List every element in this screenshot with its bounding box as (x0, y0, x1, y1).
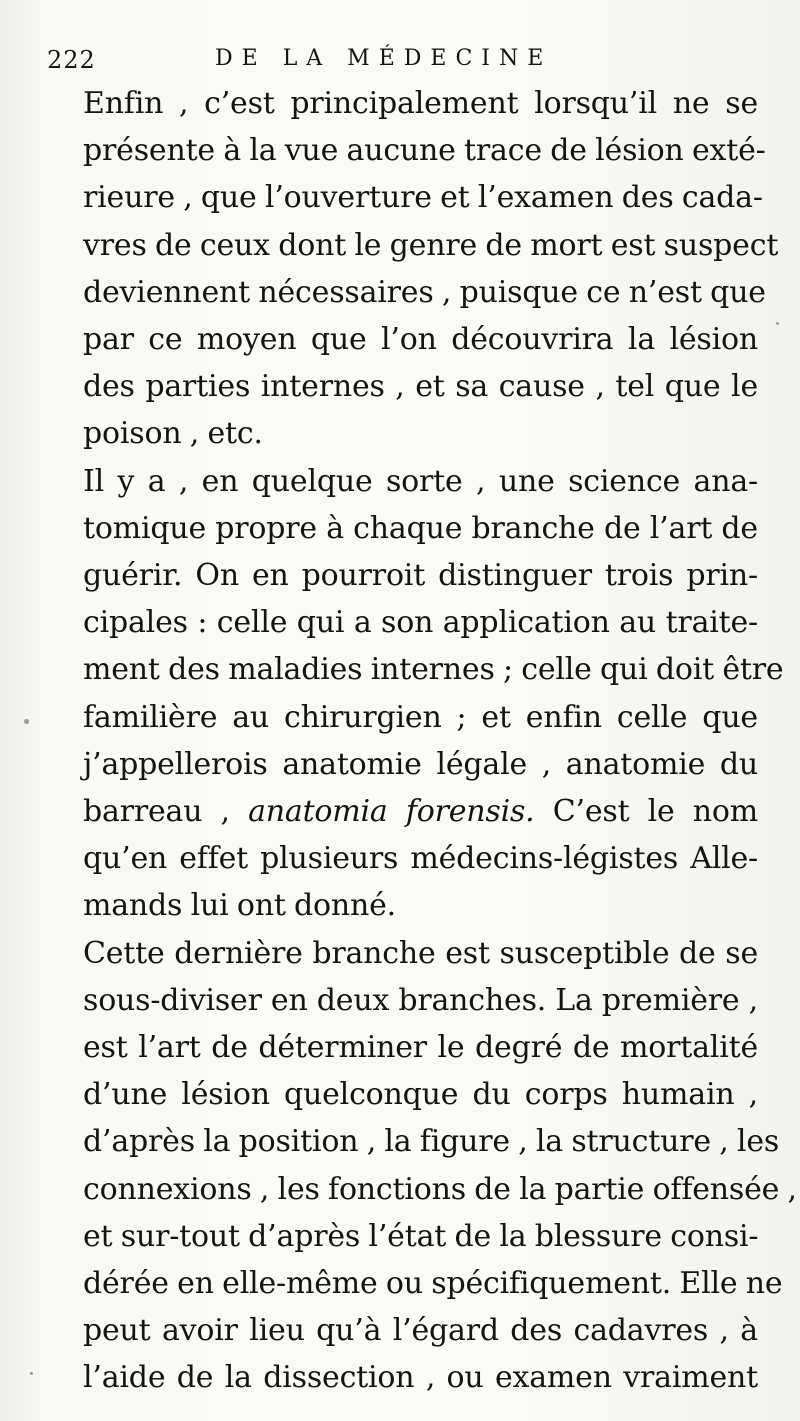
paper-speck (30, 1372, 33, 1375)
text-line: l’aide de la dissection , ou examen vraiment (83, 1360, 758, 1396)
text-line: mands lui ont donné. (83, 888, 397, 924)
text-line: tomique propre à chaque branche de l’art de (83, 510, 758, 546)
paper-speck (776, 322, 779, 325)
text-line: Il y a , en quelque sorte , une science ana- (83, 463, 758, 499)
paper-speck (24, 719, 29, 724)
text-line: des parties internes , et sa cause , tel que le (83, 369, 758, 405)
paragraph-3 (47, 930, 797, 1402)
text-line: guérir. On en pourroit distinguer trois prin- (83, 558, 758, 594)
text-line: poison , etc. (83, 416, 263, 452)
text-line: présente à la vue aucune trace de lésion exté- (83, 133, 766, 169)
text-line: rieure , que l’ouverture et l’examen des cada- (83, 180, 763, 216)
paragraph-1 (47, 80, 779, 458)
body-text (47, 80, 797, 1402)
text-line: Cette dernière branche est susceptible de se (83, 935, 758, 971)
text-line: d’après la position , la figure , la structure , les (83, 1124, 780, 1160)
page-number: 222 (47, 46, 96, 74)
text-line: deviennent nécessaires , puisque ce n’est que (83, 274, 766, 310)
text-line: j’appellerois anatomie légale , anatomie du (83, 746, 758, 782)
text-line: dérée en elle-même ou spécifiquement. Elle ne (83, 1266, 783, 1302)
text-line: est l’art de déterminer le degré de mortalité (83, 1030, 758, 1066)
text-line: cipales : celle qui a son application au traite- (83, 605, 758, 641)
text-line: qu’en effet plusieurs médecins-légistes Alle- (83, 841, 758, 877)
text-line: peut avoir lieu qu’à l’égard des cadavres , à (83, 1313, 758, 1349)
text-line-with-italic: barreau , anatomia forensis. C’est le nom (83, 794, 759, 830)
text-line: Enfin , c’est principalement lorsqu’il ne se (83, 86, 758, 121)
text-line: connexions , les fonctions de la partie offensée , (83, 1171, 797, 1207)
text-line: et sur-tout d’après l’état de la blessure consi- (83, 1218, 759, 1254)
running-title: DE LA MÉDECINE (215, 46, 553, 71)
running-head (47, 40, 758, 80)
text-line: vres de ceux dont le genre de mort est suspect (83, 227, 779, 263)
text-line: ment des maladies internes ; celle qui doit être (83, 652, 784, 688)
text-line: d’une lésion quelconque du corps humain , (83, 1077, 758, 1113)
text-line: par ce moyen que l’on découvrira la lésion (83, 322, 758, 358)
text-line: familière au chirurgien ; et enfin celle que (83, 699, 758, 735)
paragraph-2 (47, 458, 784, 930)
italic-term: anatomia forensis. (248, 794, 535, 830)
text-line: sous-diviser en deux branches. La première , (83, 982, 758, 1018)
